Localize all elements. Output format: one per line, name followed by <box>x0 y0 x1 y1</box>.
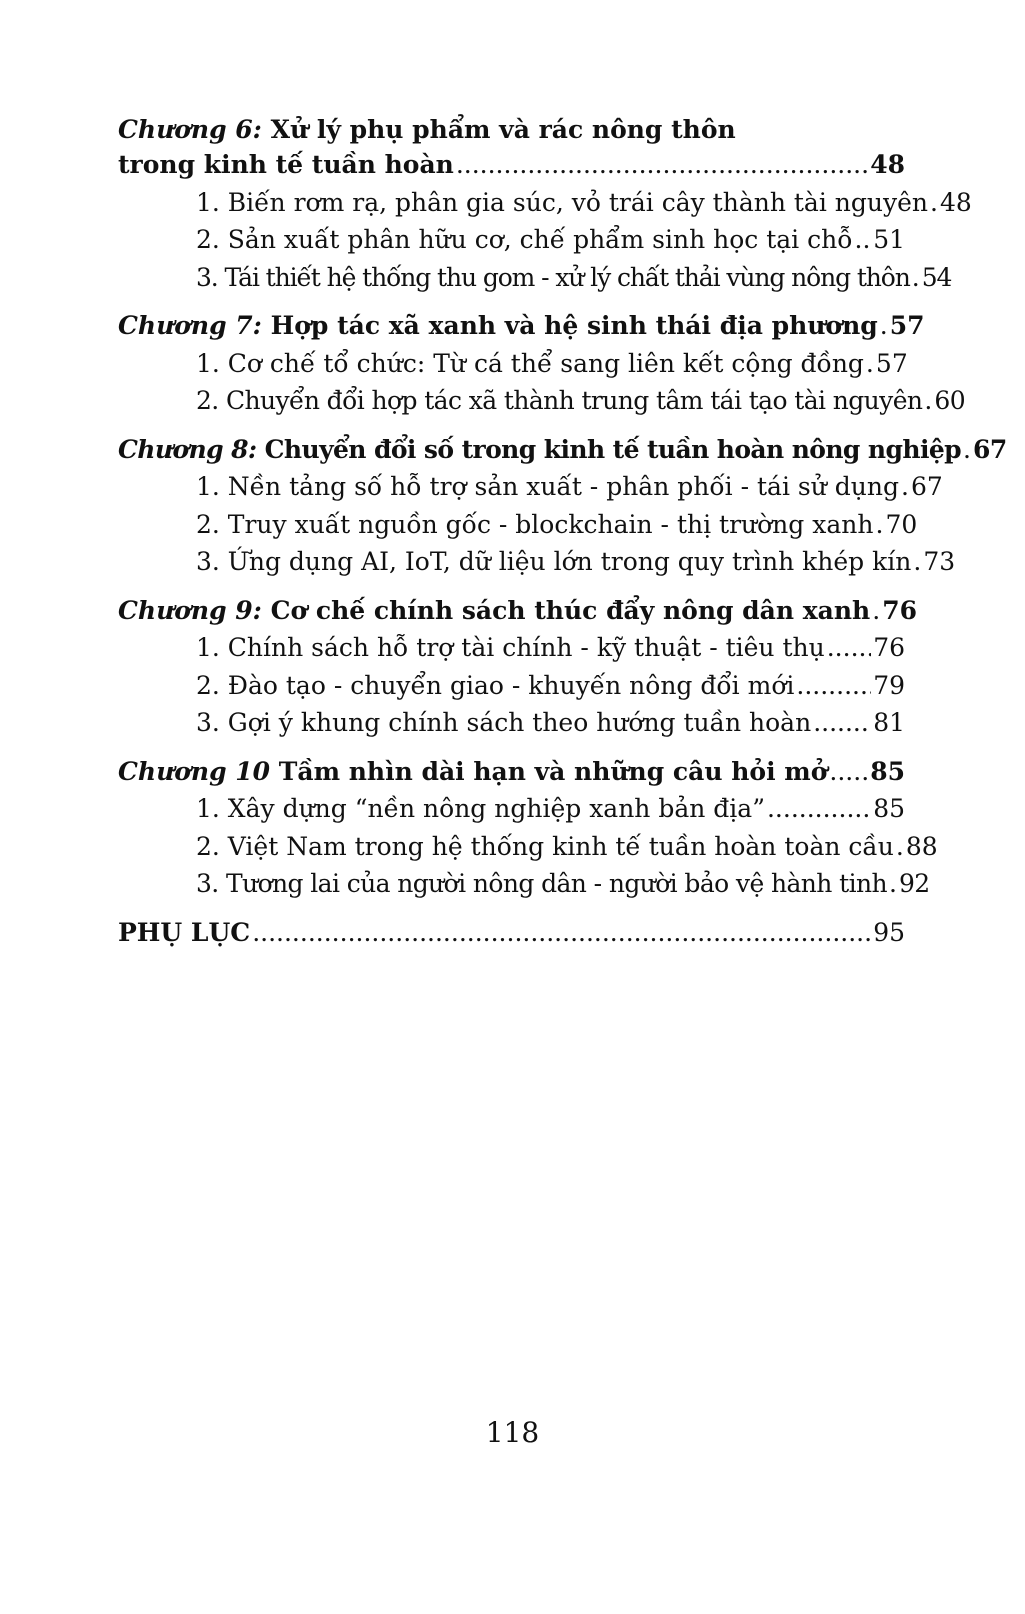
toc-chapter-9 <box>118 592 917 742</box>
dot-leader <box>855 221 872 259</box>
dot-leader <box>912 259 920 297</box>
section-page: 70 <box>885 509 918 539</box>
toc-section[interactable] <box>118 790 905 828</box>
toc-section[interactable] <box>118 629 905 667</box>
chapter-10-page: 85 <box>870 756 905 786</box>
section-page: 76 <box>873 633 905 662</box>
dot-leader <box>930 184 938 222</box>
toc-chapter-6 <box>118 114 972 296</box>
section-page: 67 <box>910 472 943 501</box>
chapter-9-label: Chương 9: <box>118 595 262 625</box>
dot-leader <box>796 667 871 705</box>
toc-section[interactable] <box>118 345 908 383</box>
toc-section[interactable] <box>118 382 966 420</box>
chapter-6-title-line-1[interactable] <box>118 114 905 146</box>
dot-leader <box>913 543 921 581</box>
section-title: 2. Chuyển đổi hợp tác xã thành trung tâm tái tạo tài nguyên <box>196 386 923 415</box>
section-title: 1. Xây dựng “nền nông nghiệp xanh bản địa” <box>196 794 765 823</box>
chapter-7-heading[interactable] <box>118 307 925 345</box>
dot-leader <box>896 828 904 866</box>
chapter-10-label: Chương 10 <box>118 756 271 786</box>
dot-leader <box>963 431 971 469</box>
dot-leader <box>767 790 871 828</box>
toc-section[interactable] <box>118 667 905 705</box>
section-title: 2. Việt Nam trong hệ thống kinh tế tuần hoàn toàn cầu <box>196 831 894 861</box>
chapter-6-title-part-1: Xử lý phụ phẩm và rác nông thôn <box>261 115 736 144</box>
section-page: 81 <box>873 708 905 737</box>
section-page: 51 <box>873 225 905 254</box>
chapter-8-page: 67 <box>973 434 1007 464</box>
section-title: 1. Cơ chế tổ chức: Từ cá thể sang liên kết cộng đồng <box>196 348 864 378</box>
page-number: 118 <box>485 1416 540 1449</box>
dot-leader <box>252 914 871 952</box>
section-title: 2. Đào tạo - chuyển giao - khuyến nông đổi mới <box>196 670 795 700</box>
chapter-6-label: Chương 6: <box>118 115 262 144</box>
dot-leader <box>901 468 909 506</box>
section-page: 73 <box>923 547 956 576</box>
section-title: 3. Ứng dụng AI, IoT, dữ liệu lớn trong quy trình khép kín <box>196 547 912 576</box>
chapter-8-title: Chuyển đổi số trong kinh tế tuần hoàn nông nghiệp <box>256 434 962 464</box>
section-page: 48 <box>940 187 972 217</box>
chapter-6-title-part-2: trong kinh tế tuần hoàn <box>118 150 454 179</box>
chapter-7-page: 57 <box>889 311 925 340</box>
section-title: 1. Biến rơm rạ, phân gia súc, vỏ trái cây thành tài nguyên <box>196 187 928 217</box>
chapter-9-page: 76 <box>882 595 917 625</box>
toc-section[interactable] <box>118 704 905 742</box>
section-title: 2. Truy xuất nguồn gốc - blockchain - thị trường xanh <box>196 509 874 539</box>
chapter-10-title: Tầm nhìn dài hạn và những câu hỏi mở <box>270 756 828 786</box>
section-title: 2. Sản xuất phân hữu cơ, chế phẩm sinh học tại chỗ <box>196 225 853 254</box>
appendix-title: PHỤ LỤC <box>118 917 251 947</box>
toc-section[interactable] <box>118 543 956 581</box>
dot-leader <box>866 345 874 383</box>
dot-leader <box>827 629 871 667</box>
section-page: 88 <box>905 831 938 861</box>
dot-leader <box>924 382 932 420</box>
toc-chapter-8 <box>118 431 1007 581</box>
chapter-7-title: Hợp tác xã xanh và hệ sinh thái địa phương <box>261 311 878 340</box>
dot-leader <box>880 307 888 345</box>
chapter-10-heading[interactable] <box>118 753 905 791</box>
dot-leader <box>872 592 880 630</box>
toc-chapter-7 <box>118 307 966 420</box>
chapter-9-heading[interactable] <box>118 592 917 630</box>
chapter-9-title: Cơ chế chính sách thúc đẩy nông dân xanh <box>261 595 871 625</box>
section-page: 60 <box>934 386 966 415</box>
section-title: 1. Chính sách hỗ trợ tài chính - kỹ thuật - tiêu thụ <box>196 633 825 662</box>
section-title: 3. Tái thiết hệ thống thu gom - xử lý chất thải vùng nông thôn <box>196 262 910 292</box>
table-of-contents <box>118 114 1007 951</box>
section-title: 1. Nền tảng số hỗ trợ sản xuất - phân phối - tái sử dụng <box>196 472 899 501</box>
toc-section[interactable] <box>118 468 943 506</box>
toc-section[interactable] <box>118 865 930 903</box>
section-page: 85 <box>873 794 905 823</box>
dot-leader <box>813 704 871 742</box>
chapter-8-label: Chương 8: <box>118 434 257 464</box>
dot-leader <box>875 506 883 544</box>
chapter-8-heading[interactable] <box>118 431 1007 469</box>
chapter-6-title-line-2[interactable] <box>118 146 905 184</box>
toc-section[interactable] <box>118 506 918 544</box>
toc-appendix[interactable] <box>118 914 905 952</box>
dot-leader <box>889 865 897 903</box>
dot-leader <box>829 753 868 791</box>
section-page: 79 <box>873 670 905 700</box>
section-page: 57 <box>875 348 908 378</box>
section-page: 54 <box>921 262 952 292</box>
chapter-6-page: 48 <box>870 150 905 179</box>
dot-leader <box>456 146 868 184</box>
toc-chapter-10 <box>118 753 938 903</box>
toc-section[interactable] <box>118 828 938 866</box>
section-title: 3. Tương lai của người nông dân - người bảo vệ hành tinh <box>196 869 887 898</box>
toc-section[interactable] <box>118 221 905 259</box>
chapter-7-label: Chương 7: <box>118 311 262 340</box>
section-title: 3. Gợi ý khung chính sách theo hướng tuần hoàn <box>196 708 812 737</box>
toc-section[interactable] <box>118 184 972 222</box>
appendix-page: 95 <box>873 917 905 947</box>
toc-section[interactable] <box>118 259 952 297</box>
section-page: 92 <box>899 869 930 898</box>
